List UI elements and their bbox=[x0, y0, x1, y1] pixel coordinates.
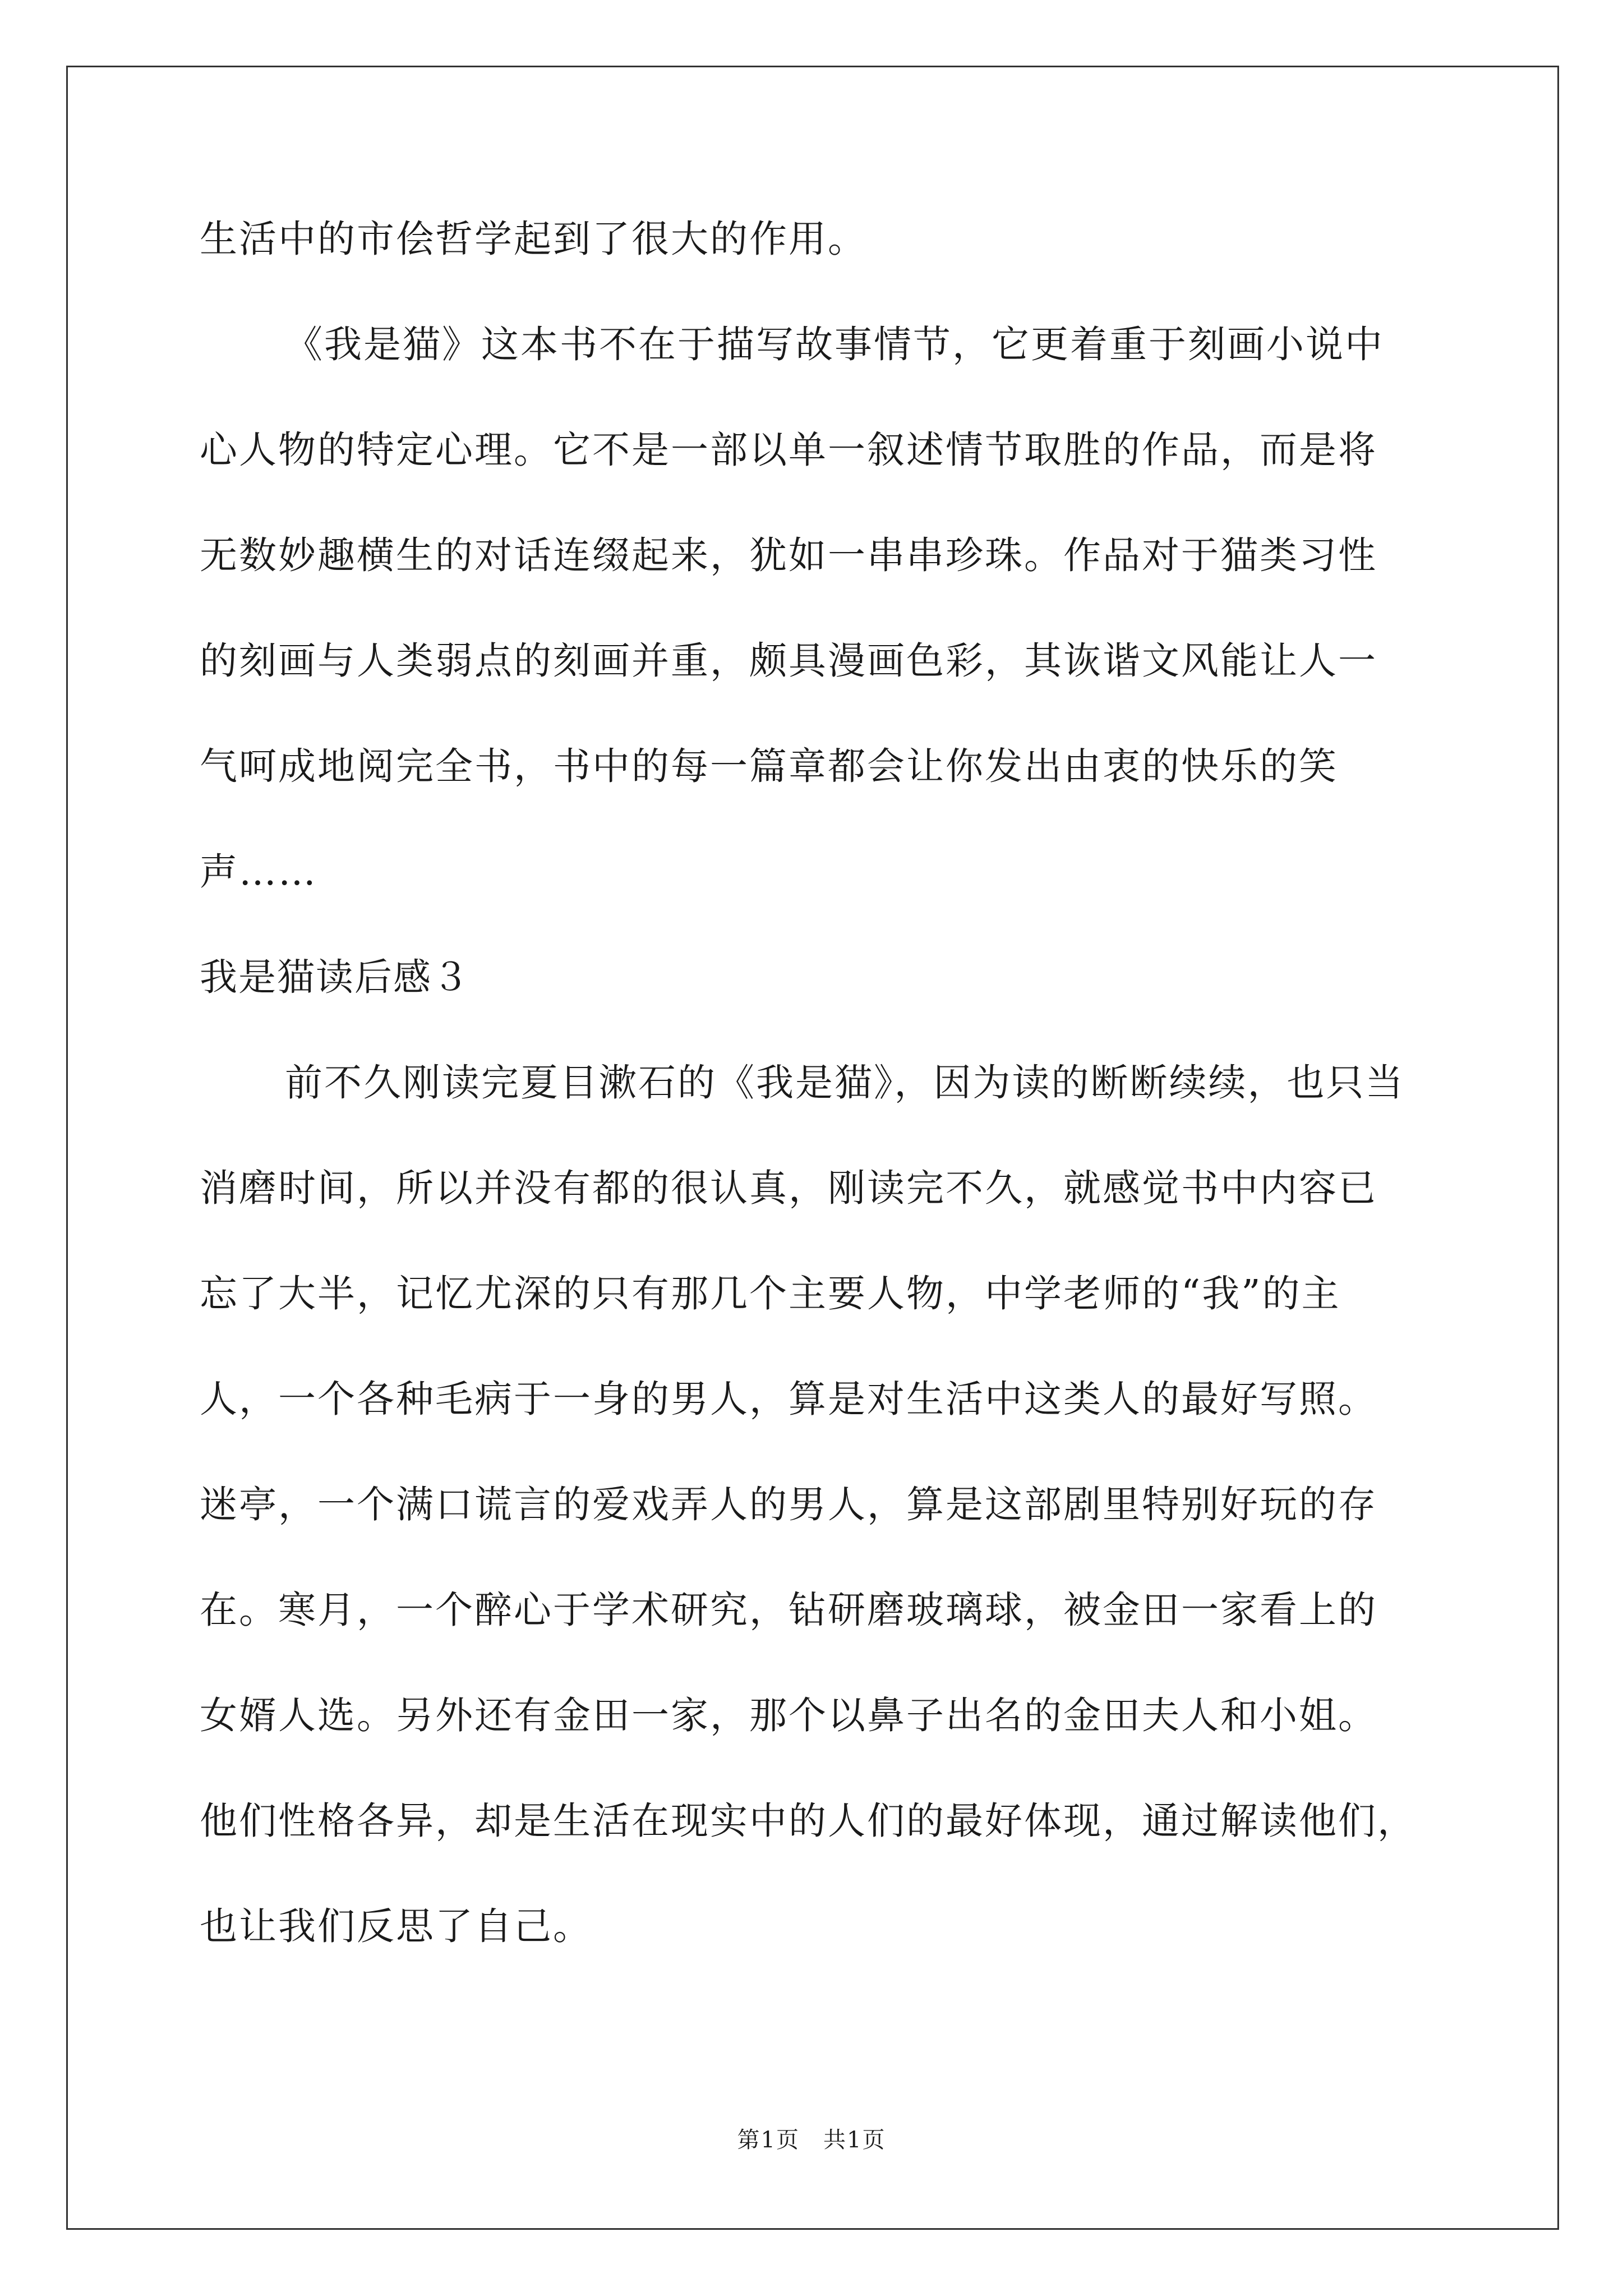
text-line: 他们性格各异，却是生活在现实中的人们的最好体现，通过解读他们， bbox=[200, 1799, 1417, 1843]
text-line: 人，一个各种毛病于一身的男人，算是对生活中这类人的最好写照。 bbox=[200, 1377, 1377, 1421]
text-line: 生活中的市侩哲学起到了很大的作用。 bbox=[200, 217, 867, 261]
text-line: 气呵成地阅完全书，书中的每一篇章都会让你发出由衷的快乐的笑 bbox=[200, 744, 1338, 788]
section-heading: 我是猫读后感３ bbox=[200, 955, 471, 999]
text-line: 的刻画与人类弱点的刻画并重，颇具漫画色彩，其诙谐文风能让人一 bbox=[200, 639, 1377, 683]
text-line: 忘了大半，记忆尤深的只有那几个主要人物，中学老师的“我”的主 bbox=[200, 1272, 1341, 1315]
text-line: 在。寒月，一个醉心于学术研究，钻研磨玻璃球，被金田一家看上的 bbox=[200, 1588, 1377, 1632]
text-line: 心人物的特定心理。它不是一部以单一叙述情节取胜的作品，而是将 bbox=[200, 428, 1377, 472]
paragraph-start-line: 《我是猫》这本书不在于描写故事情节，它更着重于刻画小说中 bbox=[285, 323, 1384, 366]
document-body bbox=[200, 213, 1445, 2006]
text-line: 声…… bbox=[200, 850, 317, 894]
paragraph-start-line: 前不久刚读完夏目漱石的《我是猫》，因为读的断断续续，也只当 bbox=[285, 1061, 1405, 1105]
text-line: 女婿人选。另外还有金田一家，那个以鼻子出名的金田夫人和小姐。 bbox=[200, 1694, 1377, 1737]
page-number-footer: 第1页 共1页 bbox=[737, 2127, 886, 2153]
text-line: 无数妙趣横生的对话连缀起来，犹如一串串珍珠。作品对于猫类习性 bbox=[200, 533, 1377, 577]
text-line: 迷亭，一个满口谎言的爱戏弄人的男人，算是这部剧里特别好玩的存 bbox=[200, 1483, 1377, 1526]
text-line: 消磨时间，所以并没有都的很认真，刚读完不久，就感觉书中内容已 bbox=[200, 1166, 1377, 1210]
text-line: 也让我们反思了自己。 bbox=[200, 1904, 592, 1948]
